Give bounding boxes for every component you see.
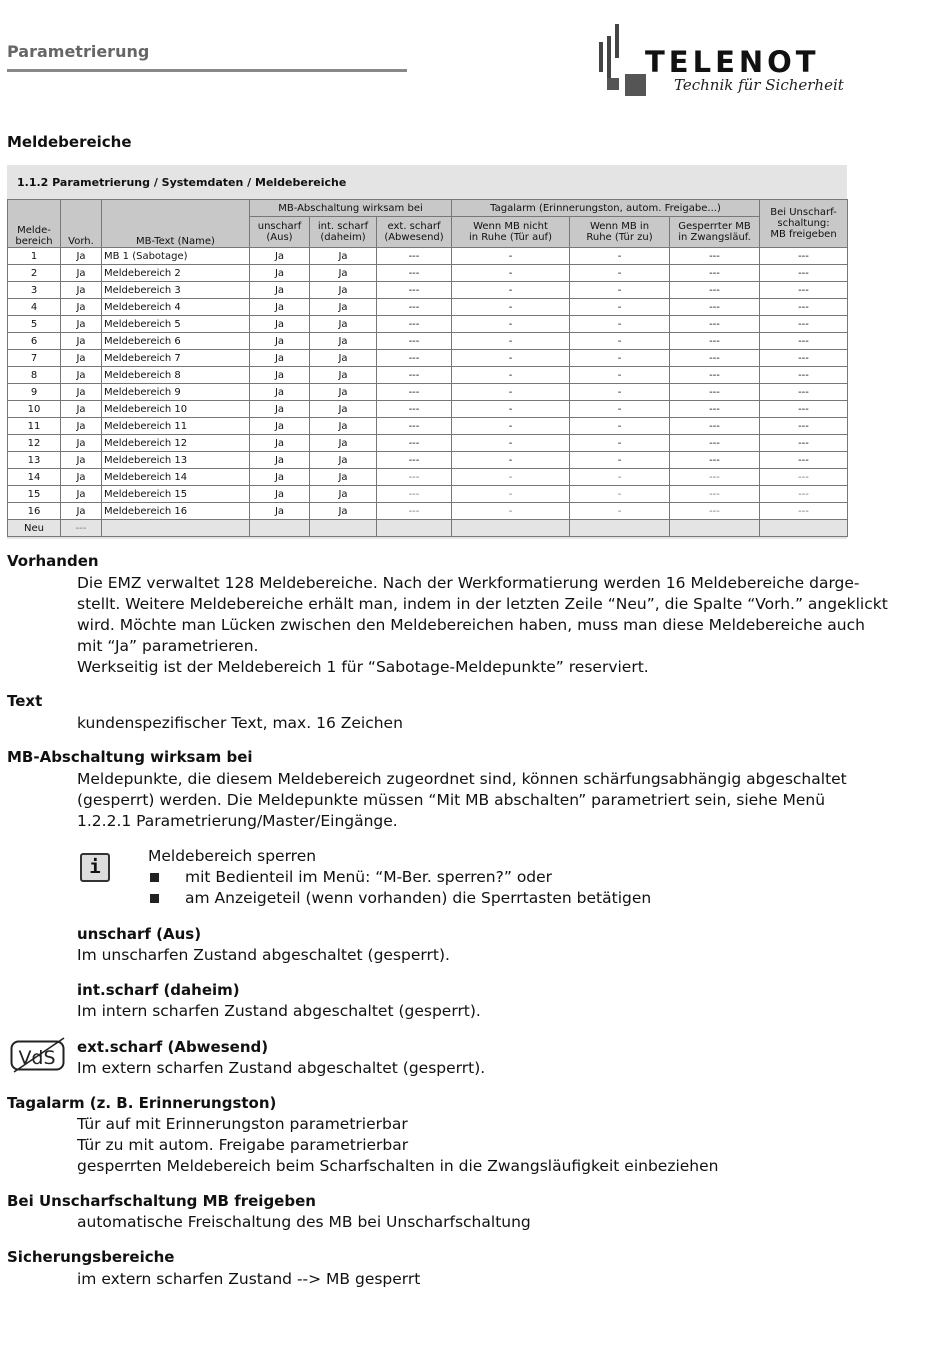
cell-frei[interactable]: ---	[760, 435, 848, 452]
info-icon: i	[80, 853, 110, 882]
cell-aus[interactable]: Ja	[250, 282, 310, 299]
cell-vorh[interactable]: Ja	[61, 384, 102, 401]
screenshot-title: 1.1.2 Parametrierung / Systemdaten / Meldebereiche	[17, 176, 347, 189]
cell-vorh[interactable]: Ja	[61, 486, 102, 503]
cell-zu[interactable]: -	[570, 418, 670, 435]
tagalarm-line: Tür zu mit autom. Freigabe parametrierbar	[77, 1136, 409, 1154]
cell-zwang[interactable]: ---	[670, 282, 760, 299]
cell-empty[interactable]	[250, 520, 310, 537]
cell-aus[interactable]: Ja	[250, 299, 310, 316]
tagalarm-text	[77, 1114, 719, 1177]
cell-empty[interactable]	[377, 520, 452, 537]
cell-auf[interactable]: -	[452, 367, 570, 384]
cell-frei[interactable]: ---	[760, 248, 848, 265]
cell-n[interactable]: 6	[8, 333, 61, 350]
cell-text[interactable]: Meldebereich 7	[102, 350, 250, 367]
telenot-logo	[597, 22, 857, 100]
cell-empty[interactable]	[570, 520, 670, 537]
col-ruhe-auf[interactable]: Wenn MB nicht in Ruhe (Tür auf)	[452, 217, 570, 248]
cell-aus[interactable]: Ja	[250, 265, 310, 282]
cell-zwang[interactable]: ---	[670, 486, 760, 503]
cell-aus[interactable]: Ja	[250, 333, 310, 350]
cell-aus[interactable]: Ja	[250, 418, 310, 435]
heading-abschaltung: MB-Abschaltung wirksam bei	[7, 748, 253, 766]
cell-auf[interactable]: -	[452, 503, 570, 520]
col-extscharf[interactable]: ext. scharf (Abwesend)	[377, 217, 452, 248]
cell-abw[interactable]: ---	[377, 248, 452, 265]
cell-text[interactable]: MB 1 (Sabotage)	[102, 248, 250, 265]
cell-zu[interactable]: -	[570, 299, 670, 316]
cell-daheim[interactable]: Ja	[310, 384, 377, 401]
cell-zwang[interactable]: ---	[670, 418, 760, 435]
cell-empty[interactable]	[310, 520, 377, 537]
cell-zu[interactable]: -	[570, 401, 670, 418]
table-row[interactable]	[8, 299, 848, 316]
heading-tagalarm: Tagalarm (z. B. Erinnerungston)	[7, 1094, 277, 1112]
abschaltung-line: (gesperrt) werden. Die Meldepunkte müssen “Mit MB abschalten” parametriert sein, siehe Menü	[77, 791, 826, 809]
cell-frei[interactable]: ---	[760, 418, 848, 435]
cell-zu[interactable]: -	[570, 469, 670, 486]
table-row[interactable]	[8, 333, 848, 350]
cell-daheim[interactable]: Ja	[310, 316, 377, 333]
cell-auf[interactable]: -	[452, 384, 570, 401]
cell-frei[interactable]: ---	[760, 486, 848, 503]
cell-abw[interactable]: ---	[377, 384, 452, 401]
col-freigeben[interactable]: Bei Unscharf- schaltung: MB freigeben	[760, 200, 848, 248]
cell-daheim[interactable]: Ja	[310, 418, 377, 435]
header-divider	[7, 69, 407, 72]
cell-text[interactable]: Meldebereich 13	[102, 452, 250, 469]
bullet-square-icon	[150, 894, 159, 903]
cell-daheim[interactable]: Ja	[310, 265, 377, 282]
cell-zwang[interactable]: ---	[670, 299, 760, 316]
cell-frei[interactable]: ---	[760, 299, 848, 316]
cell-text[interactable]: Meldebereich 4	[102, 299, 250, 316]
cell-text[interactable]: Meldebereich 16	[102, 503, 250, 520]
cell-daheim[interactable]: Ja	[310, 435, 377, 452]
heading-intscharf: int.scharf (daheim)	[77, 981, 240, 999]
cell-text[interactable]: Meldebereich 10	[102, 401, 250, 418]
cell-aus[interactable]: Ja	[250, 486, 310, 503]
cell-zu[interactable]: -	[570, 435, 670, 452]
cell-abw[interactable]: ---	[377, 401, 452, 418]
cell-frei[interactable]: ---	[760, 452, 848, 469]
cell-vorh[interactable]: Ja	[61, 248, 102, 265]
text-body: kundenspezifischer Text, max. 16 Zeichen	[77, 714, 403, 732]
cell-zu[interactable]: -	[570, 384, 670, 401]
cell-text[interactable]: Meldebereich 14	[102, 469, 250, 486]
cell-zwang[interactable]: ---	[670, 350, 760, 367]
cell-zwang[interactable]: ---	[670, 435, 760, 452]
cell-zu[interactable]: -	[570, 333, 670, 350]
cell-text[interactable]: Meldebereich 12	[102, 435, 250, 452]
cell-zu[interactable]: -	[570, 503, 670, 520]
bullet-square-icon	[150, 873, 159, 882]
cell-n[interactable]: 5	[8, 316, 61, 333]
cell-frei[interactable]: ---	[760, 384, 848, 401]
cell-abw[interactable]: ---	[377, 299, 452, 316]
cell-auf[interactable]: -	[452, 282, 570, 299]
cell-vorh[interactable]: Ja	[61, 503, 102, 520]
table-row[interactable]	[8, 418, 848, 435]
cell-abw[interactable]: ---	[377, 503, 452, 520]
cell-vorh[interactable]: Ja	[61, 452, 102, 469]
vorhanden-text	[77, 573, 888, 678]
cell-frei[interactable]: ---	[760, 367, 848, 384]
cell-abw[interactable]: ---	[377, 469, 452, 486]
cell-neu[interactable]: Neu	[8, 520, 61, 537]
cell-vorh[interactable]: Ja	[61, 299, 102, 316]
cell-text[interactable]: Meldebereich 8	[102, 367, 250, 384]
vorhanden-line: wird. Möchte man Lücken zwischen den Meldebereichen haben, muss man diese Meldebereiche auch	[77, 616, 865, 634]
cell-abw[interactable]: ---	[377, 486, 452, 503]
cell-n[interactable]: 8	[8, 367, 61, 384]
cell-daheim[interactable]: Ja	[310, 333, 377, 350]
abschaltung-text	[77, 769, 847, 832]
cell-vorh[interactable]: Ja	[61, 265, 102, 282]
cell-frei[interactable]: ---	[760, 316, 848, 333]
heading-text: Text	[7, 692, 43, 710]
col-mb-text[interactable]: MB-Text (Name)	[102, 200, 250, 248]
cell-abw[interactable]: ---	[377, 435, 452, 452]
col-meldebereich[interactable]: Melde- bereich	[8, 200, 61, 248]
cell-auf[interactable]: -	[452, 452, 570, 469]
cell-text[interactable]: Meldebereich 6	[102, 333, 250, 350]
cell-auf[interactable]: -	[452, 248, 570, 265]
cell-n[interactable]: 11	[8, 418, 61, 435]
cell-daheim[interactable]: Ja	[310, 350, 377, 367]
table-row[interactable]	[8, 486, 848, 503]
group-tagalarm: Tagalarm (Erinnerungston, autom. Freigabe...)	[452, 200, 760, 217]
heading-sicherung: Sicherungsbereiche	[7, 1248, 175, 1266]
cell-zwang[interactable]: ---	[670, 401, 760, 418]
cell-zwang[interactable]: ---	[670, 503, 760, 520]
cell-zu[interactable]: -	[570, 282, 670, 299]
vorhanden-line: Werkseitig ist der Meldebereich 1 für “Sabotage-Meldepunkte” reserviert.	[77, 658, 649, 676]
table-row[interactable]	[8, 248, 848, 265]
cell-empty[interactable]	[452, 520, 570, 537]
sicherung-body: im extern scharfen Zustand --> MB gesperrt	[77, 1270, 421, 1288]
col-vorh[interactable]: Vorh.	[61, 200, 102, 248]
cell-abw[interactable]: ---	[377, 350, 452, 367]
cell-n[interactable]: 15	[8, 486, 61, 503]
cell-auf[interactable]: -	[452, 418, 570, 435]
cell-aus[interactable]: Ja	[250, 350, 310, 367]
cell-zu[interactable]: -	[570, 367, 670, 384]
table-row[interactable]	[8, 401, 848, 418]
cell-daheim[interactable]: Ja	[310, 367, 377, 384]
header-section-title: Parametrierung	[7, 42, 150, 61]
cell-zwang[interactable]: ---	[670, 265, 760, 282]
heading-vorhanden: Vorhanden	[7, 552, 99, 570]
cell-n[interactable]: 14	[8, 469, 61, 486]
cell-n[interactable]: 13	[8, 452, 61, 469]
cell-vorh[interactable]: Ja	[61, 316, 102, 333]
logo-tagline: Technik für Sicherheit	[674, 76, 844, 94]
cell-zu[interactable]: -	[570, 248, 670, 265]
cell-n[interactable]: 2	[8, 265, 61, 282]
cell-n[interactable]: 10	[8, 401, 61, 418]
cell-auf[interactable]: -	[452, 469, 570, 486]
cell-abw[interactable]: ---	[377, 418, 452, 435]
table-row[interactable]	[8, 367, 848, 384]
unscharf-body: Im unscharfen Zustand abgeschaltet (gesperrt).	[77, 946, 450, 964]
cell-text[interactable]: Meldebereich 11	[102, 418, 250, 435]
logo-mark-icon	[597, 22, 637, 100]
cell-empty[interactable]	[760, 520, 848, 537]
vorhanden-line: mit “Ja” parametrieren.	[77, 637, 259, 655]
cell-n[interactable]: 7	[8, 350, 61, 367]
cell-frei[interactable]: ---	[760, 469, 848, 486]
heading-freigeben: Bei Unscharfschaltung MB freigeben	[7, 1192, 316, 1210]
cell-zu[interactable]: -	[570, 316, 670, 333]
col-zwang[interactable]: Gesperrter MB in Zwangsläuf.	[670, 217, 760, 248]
cell-frei[interactable]: ---	[760, 333, 848, 350]
col-intscharf[interactable]: int. scharf (daheim)	[310, 217, 377, 248]
cell-zwang[interactable]: ---	[670, 316, 760, 333]
cell-auf[interactable]: -	[452, 265, 570, 282]
vorhanden-line: stellt. Weitere Meldebereiche erhält man, indem in der letzten Zeile “Neu”, die Spalte “Vorh.” angeklickt	[77, 595, 888, 613]
cell-frei[interactable]: ---	[760, 350, 848, 367]
cell-aus[interactable]: Ja	[250, 469, 310, 486]
table-row[interactable]	[8, 469, 848, 486]
vorhanden-line: Die EMZ verwaltet 128 Meldebereiche. Nach der Werkformatierung werden 16 Meldebereiche darge-	[77, 574, 860, 592]
cell-auf[interactable]: -	[452, 350, 570, 367]
cell-vorh[interactable]: Ja	[61, 401, 102, 418]
cell-vorh[interactable]: Ja	[61, 469, 102, 486]
table-row[interactable]	[8, 435, 848, 452]
freigeben-body: automatische Freischaltung des MB bei Unscharfschaltung	[77, 1213, 531, 1231]
cell-text[interactable]: Meldebereich 3	[102, 282, 250, 299]
group-abschaltung: MB-Abschaltung wirksam bei	[250, 200, 452, 217]
cell-n[interactable]: 12	[8, 435, 61, 452]
cell-aus[interactable]: Ja	[250, 452, 310, 469]
cell-auf[interactable]: -	[452, 316, 570, 333]
cell-n[interactable]: 16	[8, 503, 61, 520]
cell-abw[interactable]: ---	[377, 282, 452, 299]
tagalarm-line: Tür auf mit Erinnerungston parametrierbar	[77, 1115, 408, 1133]
cell-aus[interactable]: Ja	[250, 401, 310, 418]
cell-daheim[interactable]: Ja	[310, 469, 377, 486]
col-unscharf[interactable]: unscharf (Aus)	[250, 217, 310, 248]
cell-daheim[interactable]: Ja	[310, 282, 377, 299]
extscharf-body: Im extern scharfen Zustand abgeschaltet (gesperrt).	[77, 1059, 486, 1077]
vds-crossed-icon	[10, 1037, 66, 1073]
cell-text[interactable]: Meldebereich 9	[102, 384, 250, 401]
col-ruhe-zu[interactable]: Wenn MB in Ruhe (Tür zu)	[570, 217, 670, 248]
cell-n[interactable]: 9	[8, 384, 61, 401]
cell-zu[interactable]: -	[570, 452, 670, 469]
table-row[interactable]	[8, 316, 848, 333]
table-row[interactable]	[8, 350, 848, 367]
table-row[interactable]	[8, 265, 848, 282]
cell-vorh[interactable]: Ja	[61, 333, 102, 350]
cell-text[interactable]: Meldebereich 2	[102, 265, 250, 282]
cell-aus[interactable]: Ja	[250, 503, 310, 520]
cell-n[interactable]: 3	[8, 282, 61, 299]
cell-aus[interactable]: Ja	[250, 316, 310, 333]
cell-zu[interactable]: -	[570, 350, 670, 367]
cell-abw[interactable]: ---	[377, 316, 452, 333]
cell-neu-vorh[interactable]: ---	[61, 520, 102, 537]
cell-daheim[interactable]: Ja	[310, 248, 377, 265]
cell-aus[interactable]: Ja	[250, 248, 310, 265]
cell-abw[interactable]: ---	[377, 367, 452, 384]
cell-auf[interactable]: -	[452, 435, 570, 452]
cell-auf[interactable]: -	[452, 486, 570, 503]
cell-auf[interactable]: -	[452, 333, 570, 350]
table-row[interactable]	[8, 452, 848, 469]
cell-daheim[interactable]: Ja	[310, 486, 377, 503]
cell-vorh[interactable]: Ja	[61, 435, 102, 452]
cell-empty[interactable]	[102, 520, 250, 537]
cell-daheim[interactable]: Ja	[310, 452, 377, 469]
meldebereiche-table	[7, 199, 848, 537]
cell-abw[interactable]: ---	[377, 265, 452, 282]
cell-empty[interactable]	[670, 520, 760, 537]
cell-frei[interactable]: ---	[760, 401, 848, 418]
table-row[interactable]	[8, 384, 848, 401]
cell-frei[interactable]: ---	[760, 265, 848, 282]
cell-zwang[interactable]: ---	[670, 367, 760, 384]
cell-zwang[interactable]: ---	[670, 469, 760, 486]
cell-abw[interactable]: ---	[377, 452, 452, 469]
info-bullet: mit Bedienteil im Menü: “M-Ber. sperren?” oder	[185, 868, 553, 886]
cell-n[interactable]: 1	[8, 248, 61, 265]
page-title: Meldebereiche	[7, 133, 132, 151]
cell-frei[interactable]: ---	[760, 503, 848, 520]
cell-vorh[interactable]: Ja	[61, 282, 102, 299]
cell-daheim[interactable]: Ja	[310, 299, 377, 316]
cell-zwang[interactable]: ---	[670, 248, 760, 265]
cell-aus[interactable]: Ja	[250, 384, 310, 401]
cell-auf[interactable]: -	[452, 299, 570, 316]
cell-vorh[interactable]: Ja	[61, 418, 102, 435]
cell-zwang[interactable]: ---	[670, 333, 760, 350]
intscharf-body: Im intern scharfen Zustand abgeschaltet (gesperrt).	[77, 1002, 481, 1020]
table-row[interactable]	[8, 282, 848, 299]
cell-daheim[interactable]: Ja	[310, 503, 377, 520]
table-row-new[interactable]	[8, 520, 848, 537]
cell-daheim[interactable]: Ja	[310, 401, 377, 418]
heading-extscharf: ext.scharf (Abwesend)	[77, 1038, 269, 1056]
logo-name: TELENOT	[645, 45, 820, 79]
cell-vorh[interactable]: Ja	[61, 350, 102, 367]
info-bullet: am Anzeigeteil (wenn vorhanden) die Sperrtasten betätigen	[185, 889, 652, 907]
cell-abw[interactable]: ---	[377, 333, 452, 350]
info-title: Meldebereich sperren	[148, 847, 317, 865]
cell-aus[interactable]: Ja	[250, 367, 310, 384]
vds-label: VdS	[18, 1047, 56, 1069]
heading-unscharf: unscharf (Aus)	[77, 925, 202, 943]
cell-zwang[interactable]: ---	[670, 452, 760, 469]
cell-text[interactable]: Meldebereich 15	[102, 486, 250, 503]
meldebereiche-screenshot	[7, 165, 847, 539]
cell-zu[interactable]: -	[570, 265, 670, 282]
cell-zu[interactable]: -	[570, 486, 670, 503]
cell-aus[interactable]: Ja	[250, 435, 310, 452]
cell-n[interactable]: 4	[8, 299, 61, 316]
cell-text[interactable]: Meldebereich 5	[102, 316, 250, 333]
table-row[interactable]	[8, 503, 848, 520]
cell-zwang[interactable]: ---	[670, 384, 760, 401]
abschaltung-line: 1.2.2.1 Parametrierung/Master/Eingänge.	[77, 812, 398, 830]
cell-auf[interactable]: -	[452, 401, 570, 418]
abschaltung-line: Meldepunkte, die diesem Meldebereich zugeordnet sind, können schärfungsabhängig abgeschaltet	[77, 770, 847, 788]
tagalarm-line: gesperrten Meldebereich beim Scharfschalten in die Zwangsläufigkeit einbeziehen	[77, 1157, 719, 1175]
cell-vorh[interactable]: Ja	[61, 367, 102, 384]
cell-frei[interactable]: ---	[760, 282, 848, 299]
